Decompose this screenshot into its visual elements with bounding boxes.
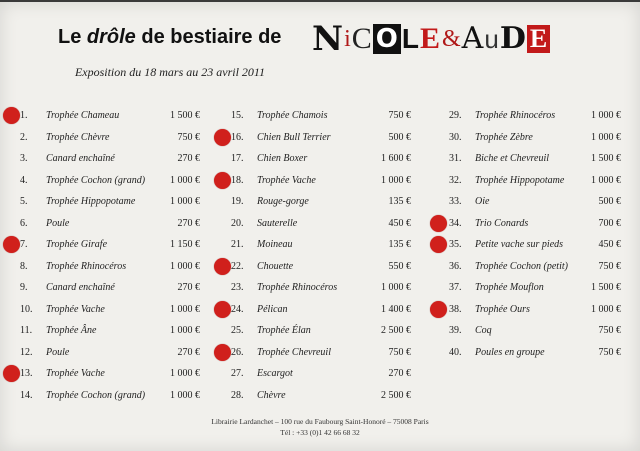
price-row (449, 171, 621, 193)
item-price: 1 000 € (381, 174, 411, 186)
item-number: 31. (449, 153, 462, 164)
address-line: Librairie Lardanchet – 100 rue du Faubourg Saint-Honoré – 75008 Paris (211, 417, 429, 426)
item-name: Escargot (257, 368, 293, 379)
price-row (231, 192, 411, 214)
item-name: Trophée Rhinocéros (257, 282, 338, 293)
item-number: 2. (20, 131, 28, 143)
item-price: 1 000 € (591, 303, 621, 315)
item-price: 1 000 € (170, 368, 200, 379)
item-number: 28. (231, 389, 244, 401)
price-row (231, 257, 411, 279)
price-row (20, 364, 200, 386)
item-name: Trophée Ours (475, 303, 530, 315)
price-row (231, 214, 411, 236)
item-price: 1 000 € (591, 110, 621, 121)
item-name: Trophée Hippopotame (475, 174, 565, 186)
item-name: Trophée Chameau (46, 110, 120, 121)
title-pre: Le (58, 26, 87, 48)
sold-dot-sticker (430, 236, 447, 253)
item-number: 34. (449, 217, 462, 229)
price-row (231, 235, 411, 257)
title-italic: drôle (86, 26, 136, 48)
item-number: 23. (231, 282, 244, 293)
item-number: 27. (231, 368, 244, 379)
item-number: 12. (20, 346, 33, 358)
item-number: 10. (20, 303, 33, 315)
item-number: 7. (20, 239, 28, 250)
title-line (0, 20, 640, 66)
sold-dot-sticker (430, 301, 447, 318)
item-number: 24. (231, 303, 244, 315)
item-price: 750 € (598, 260, 621, 272)
item-price: 1 600 € (381, 153, 411, 164)
price-row (449, 149, 621, 171)
sold-dot-sticker (214, 129, 231, 146)
price-row (20, 106, 200, 128)
sold-dot-sticker (214, 258, 231, 275)
price-row (231, 128, 411, 150)
item-number: 21. (231, 239, 244, 250)
price-column-1 (20, 106, 200, 407)
price-row (449, 300, 621, 322)
shop-address (0, 416, 640, 438)
item-number: 40. (449, 346, 462, 358)
item-number: 32. (449, 174, 462, 186)
item-name: Chien Boxer (257, 153, 308, 164)
price-list-card (0, 2, 640, 451)
item-name: Canard enchaîné (46, 282, 115, 293)
item-number: 17. (231, 153, 244, 164)
item-price: 1 500 € (591, 282, 621, 293)
item-name: Trophée Hippopotame (46, 196, 136, 207)
item-name: Trophée Vache (257, 174, 316, 186)
item-name: Rouge-gorge (257, 196, 309, 207)
item-name: Trophée Rhinocéros (475, 110, 556, 121)
item-name: Biche et Chevreuil (475, 153, 550, 164)
item-price: 750 € (388, 110, 411, 121)
item-name: Trophée Chevreuil (257, 346, 331, 358)
item-name: Poules en groupe (475, 346, 545, 358)
item-number: 20. (231, 217, 244, 229)
item-price: 1 000 € (381, 282, 411, 293)
item-number: 19. (231, 196, 244, 207)
price-row (231, 149, 411, 171)
item-number: 11. (20, 325, 33, 336)
item-price: 135 € (388, 196, 411, 207)
item-number: 4. (20, 174, 28, 186)
item-number: 37. (449, 282, 462, 293)
price-row (231, 300, 411, 322)
brand-letter: E (419, 22, 440, 55)
item-price: 450 € (388, 217, 411, 229)
item-name: Oie (475, 196, 490, 207)
price-row (449, 235, 621, 257)
item-price: 135 € (388, 239, 411, 250)
item-price: 1 000 € (170, 325, 200, 336)
item-price: 1 000 € (170, 260, 200, 272)
item-price: 270 € (177, 153, 200, 164)
sold-dot-sticker (3, 236, 20, 253)
price-row (231, 343, 411, 365)
exhibition-dates: Exposition du 18 mars au 23 avril 2011 (74, 65, 266, 79)
item-name: Pélican (257, 303, 288, 315)
brand-letter: O (373, 24, 401, 54)
brand-letter: A (461, 21, 484, 56)
price-row (449, 343, 621, 365)
item-name: Trophée Cochon (grand) (46, 174, 146, 186)
item-price: 750 € (177, 131, 200, 143)
item-name: Trophée Chèvre (46, 131, 110, 143)
price-row (20, 149, 200, 171)
item-number: 22. (231, 260, 244, 272)
item-number: 35. (449, 239, 462, 250)
item-number: 16. (231, 131, 244, 143)
sold-dot-sticker (3, 107, 20, 124)
price-row (20, 300, 200, 322)
item-price: 1 150 € (170, 239, 200, 250)
item-name: Trophée Girafe (46, 239, 108, 250)
item-price: 500 € (598, 196, 621, 207)
price-column-2 (231, 106, 411, 407)
price-row (449, 321, 621, 343)
item-name: Trophée Mouflon (475, 282, 544, 293)
item-name: Sauterelle (257, 217, 298, 229)
price-row (231, 321, 411, 343)
item-name: Moineau (257, 239, 293, 250)
sold-dot-sticker (214, 172, 231, 189)
brand-letter: E (527, 25, 550, 53)
item-name: Chèvre (257, 389, 286, 401)
item-price: 270 € (177, 217, 200, 229)
price-row (449, 128, 621, 150)
item-price: 550 € (388, 260, 411, 272)
item-name: Canard enchaîné (46, 153, 115, 164)
item-number: 25. (231, 325, 244, 336)
brand-letter: C (351, 22, 372, 55)
price-row (20, 386, 200, 408)
brand-letter: L (401, 23, 419, 54)
price-row (449, 214, 621, 236)
item-number: 1. (20, 110, 28, 121)
item-name: Petite vache sur pieds (475, 239, 564, 250)
item-price: 500 € (388, 131, 411, 143)
item-price: 750 € (388, 346, 411, 358)
exhibition-title (58, 26, 281, 49)
brand-letter: D (499, 21, 526, 56)
price-row (449, 106, 621, 128)
price-column-3 (449, 106, 621, 364)
price-row (20, 171, 200, 193)
item-number: 9. (20, 282, 28, 293)
item-price: 1 000 € (170, 196, 200, 207)
item-number: 30. (449, 131, 462, 143)
item-price: 2 500 € (381, 389, 411, 401)
phone-line: Tél : +33 (0)1 42 66 68 32 (280, 428, 360, 437)
price-row (449, 192, 621, 214)
price-row (449, 278, 621, 300)
item-price: 1 500 € (170, 110, 200, 121)
price-row (20, 235, 200, 257)
price-row (20, 278, 200, 300)
item-name: Trophée Âne (46, 325, 97, 336)
item-price: 1 500 € (591, 153, 621, 164)
item-price: 450 € (598, 239, 621, 250)
item-price: 750 € (598, 325, 621, 336)
item-name: Chien Bull Terrier (257, 131, 331, 143)
item-number: 5. (20, 196, 28, 207)
sold-dot-sticker (214, 301, 231, 318)
price-row (20, 214, 200, 236)
item-number: 26. (231, 346, 244, 358)
item-price: 1 000 € (591, 174, 621, 186)
item-price: 1 000 € (170, 174, 200, 186)
item-name: Coq (475, 325, 492, 336)
item-number: 39. (449, 325, 462, 336)
brand-letter: u (484, 24, 499, 54)
item-number: 13. (20, 368, 33, 379)
item-name: Trophée Chamois (257, 110, 328, 121)
item-number: 33. (449, 196, 462, 207)
item-name: Trophée Cochon (grand) (46, 389, 146, 401)
item-name: Trio Conards (475, 217, 529, 229)
sold-dot-sticker (3, 365, 20, 382)
item-price: 270 € (177, 346, 200, 358)
item-name: Trophée Zèbre (475, 131, 533, 143)
price-row (20, 321, 200, 343)
item-name: Trophée Rhinocéros (46, 260, 127, 272)
item-name: Trophée Élan (257, 325, 311, 336)
price-row (231, 278, 411, 300)
item-number: 38. (449, 303, 462, 315)
sold-dot-sticker (430, 215, 447, 232)
sold-dot-sticker (214, 344, 231, 361)
price-row (449, 257, 621, 279)
brand-letter: & (442, 26, 461, 52)
item-price: 2 500 € (381, 325, 411, 336)
price-row (20, 128, 200, 150)
item-price: 1 400 € (381, 303, 411, 315)
brand-letter: N (312, 19, 344, 59)
item-number: 15. (231, 110, 244, 121)
price-row (231, 171, 411, 193)
price-row (20, 192, 200, 214)
price-row (20, 257, 200, 279)
price-row (231, 386, 411, 408)
item-price: 1 000 € (591, 131, 621, 143)
title-post: de bestiaire de (135, 26, 282, 48)
item-price: 270 € (177, 282, 200, 293)
price-row (231, 364, 411, 386)
item-price: 700 € (598, 217, 621, 229)
item-number: 29. (449, 110, 462, 121)
item-name: Chouette (257, 260, 294, 272)
item-price: 270 € (388, 368, 411, 379)
item-number: 3. (20, 153, 28, 164)
item-name: Trophée Vache (46, 303, 105, 315)
item-number: 36. (449, 260, 462, 272)
item-name: Poule (46, 346, 70, 358)
item-price: 1 000 € (170, 303, 200, 315)
item-number: 14. (20, 389, 33, 401)
price-row (20, 343, 200, 365)
item-number: 18. (231, 174, 244, 186)
price-row (231, 106, 411, 128)
item-number: 8. (20, 260, 28, 272)
brand-logo-nicole-aude (312, 19, 551, 62)
item-name: Trophée Cochon (petit) (475, 260, 568, 272)
item-number: 6. (20, 217, 28, 229)
item-price: 750 € (598, 346, 621, 358)
item-name: Trophée Vache (46, 368, 105, 379)
item-price: 1 000 € (170, 389, 200, 401)
brand-letter: i (344, 26, 351, 52)
item-name: Poule (46, 217, 70, 229)
